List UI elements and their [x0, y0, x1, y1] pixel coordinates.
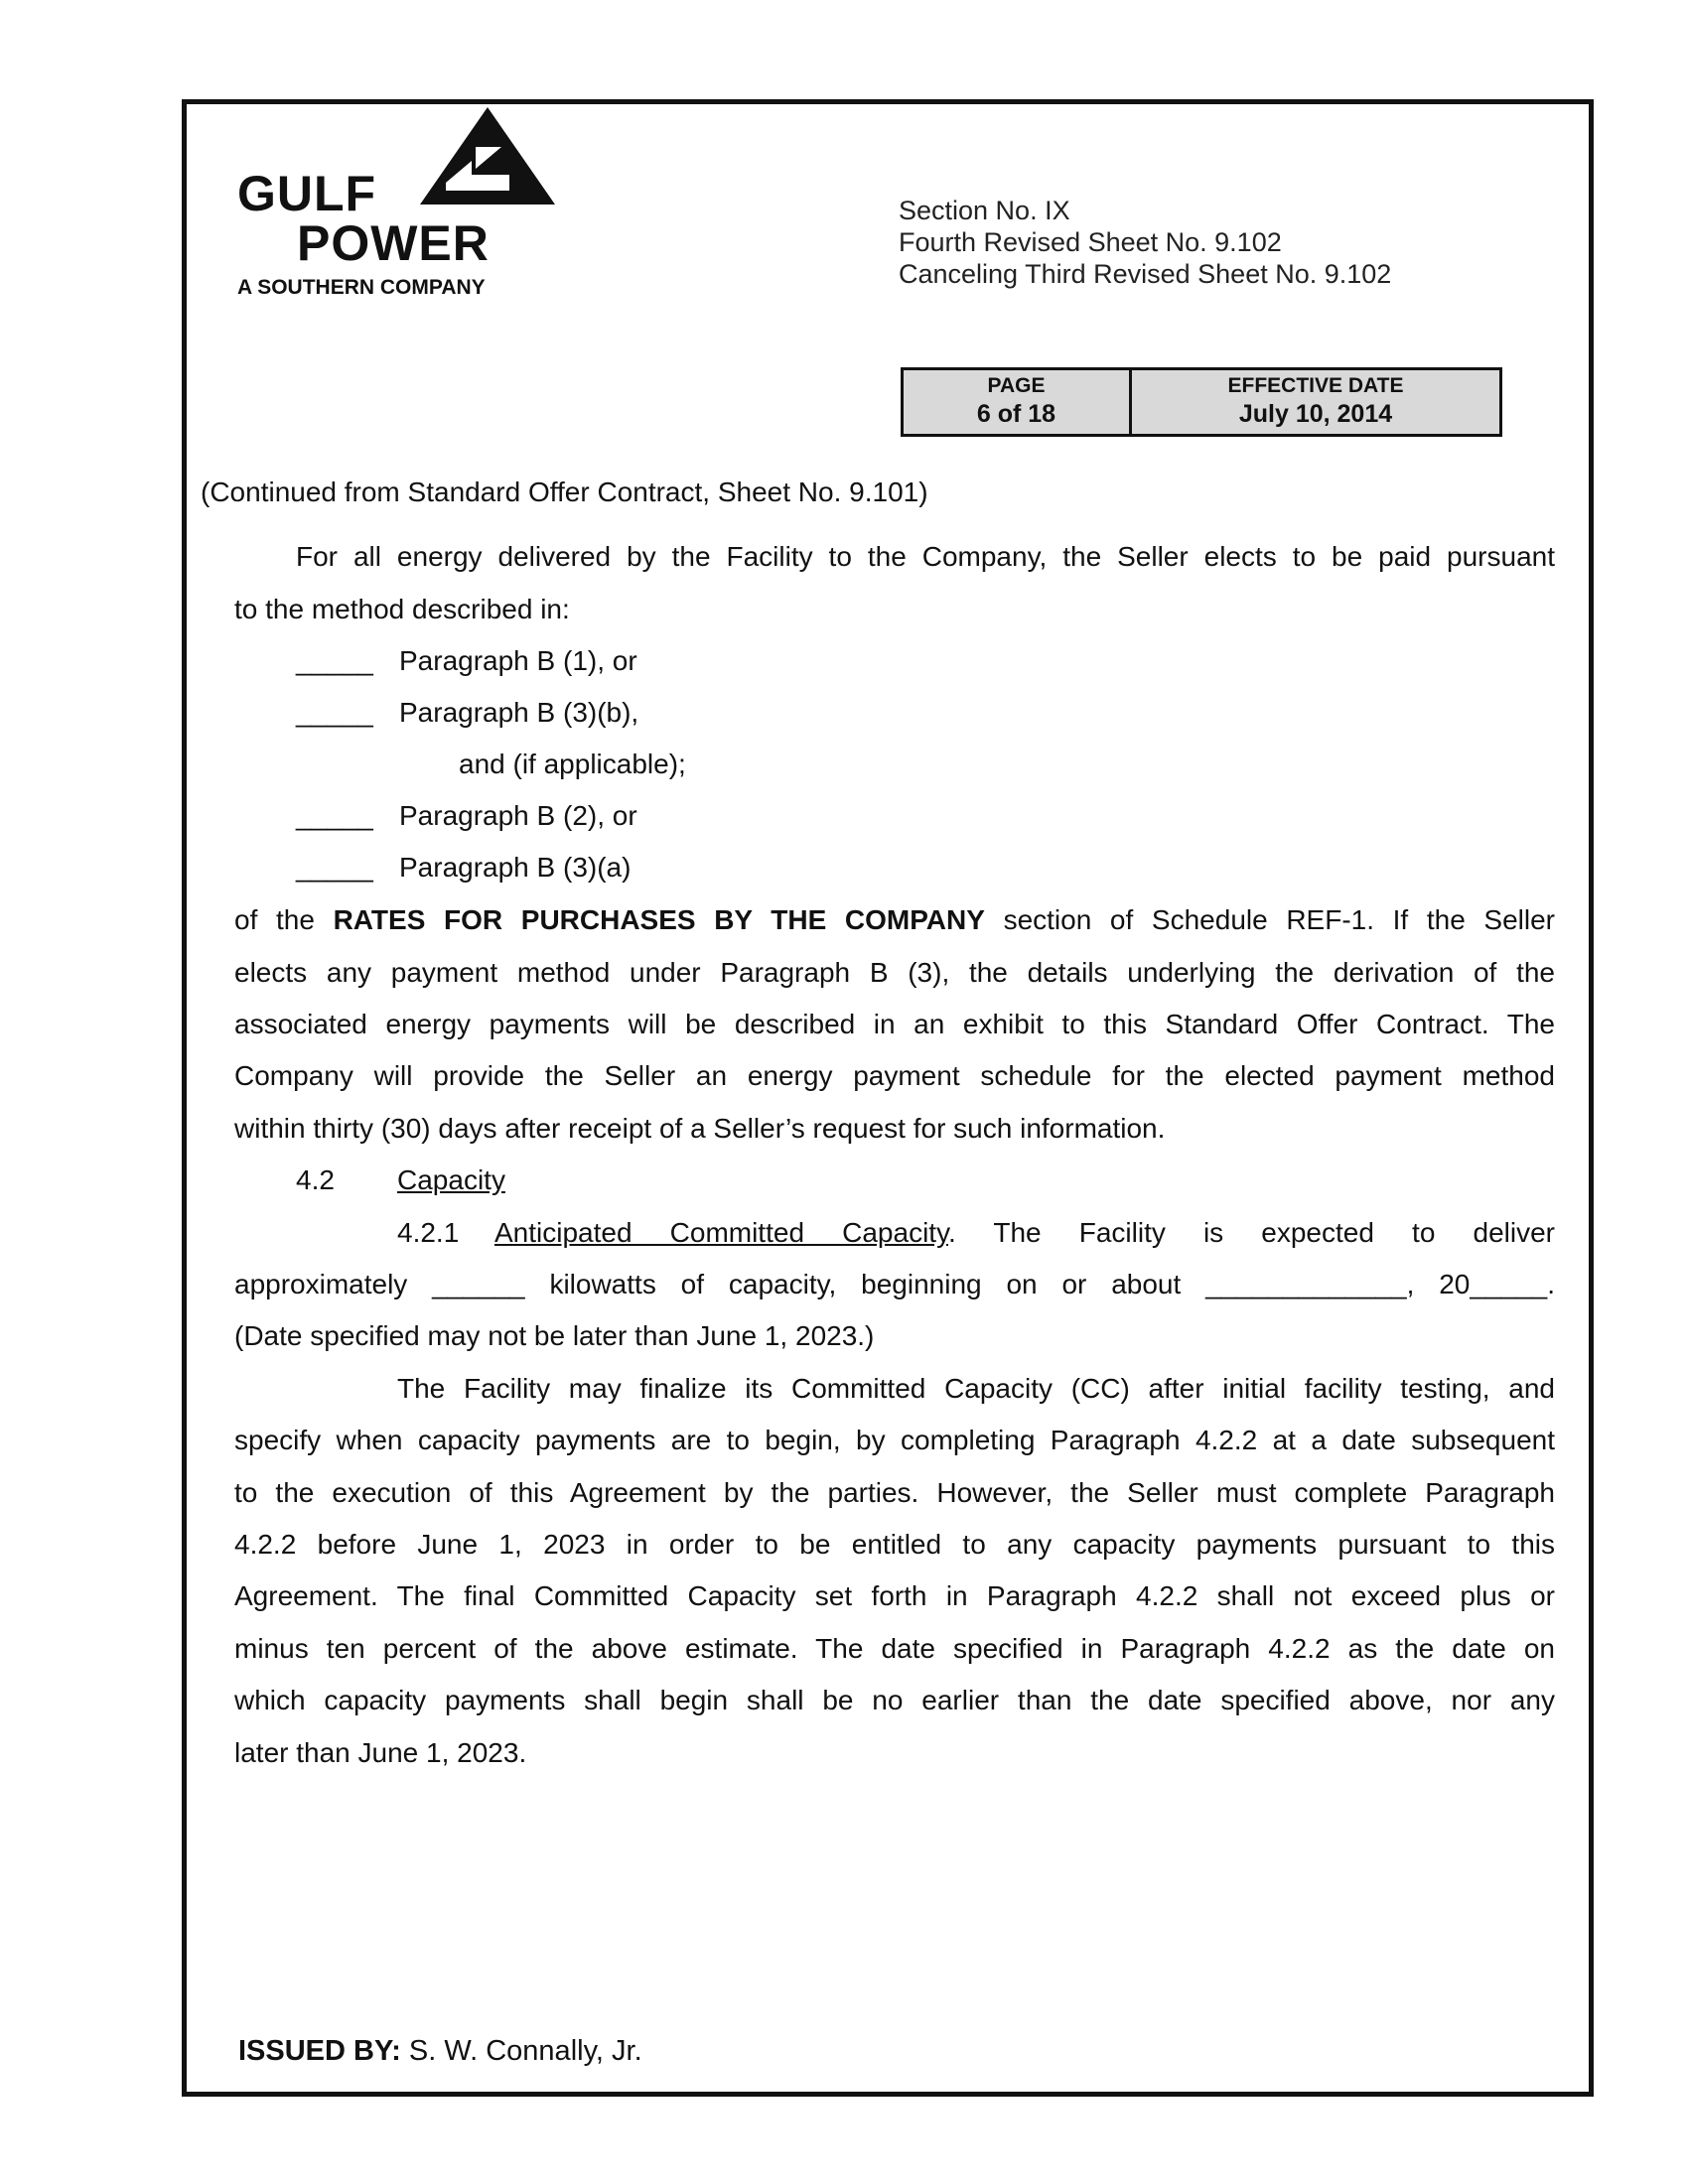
intro-line-2: to the method described in:	[234, 594, 570, 624]
paragraph-2-line-5: within thirty (30) days after receipt of a Seller’s request for such information.	[234, 1113, 1166, 1144]
page-label: PAGE	[987, 374, 1046, 397]
paragraph-3-line-4: 4.2.2 before June 1, 2023 in order to be entitled to any capacity payments pursuant to this	[234, 1529, 1555, 1560]
p2-line1-pre: of the	[234, 904, 334, 935]
subsection-4-2-1-title: Anticipated Committed Capacity	[494, 1217, 948, 1248]
effective-date-cell	[1132, 367, 1502, 437]
option-blank-2: _____	[296, 697, 373, 728]
paragraph-3-line-7: which capacity payments shall begin shall be no earlier than the date specified above, nor any	[234, 1685, 1555, 1715]
option-blank-3: _____	[296, 800, 373, 831]
logo-word-gulf: GULF	[237, 166, 377, 221]
paragraph-3-line-6: minus ten percent of the above estimate. The date specified in Paragraph 4.2.2 as the date on	[234, 1633, 1555, 1664]
issued-by-name: S. W. Connally, Jr.	[408, 2035, 642, 2067]
gulf-power-triangle-logo-icon	[406, 107, 555, 216]
section-number: Section No. IX	[899, 196, 1070, 225]
paragraph-2-line-3: associated energy payments will be described in an exhibit to this Standard Offer Contract. The	[234, 1009, 1555, 1039]
continued-note: (Continued from Standard Offer Contract, Sheet No. 9.101)	[201, 477, 928, 507]
and-if-applicable: and (if applicable);	[459, 749, 686, 779]
section-4-2-number: 4.2	[296, 1164, 335, 1195]
page-cell	[901, 367, 1132, 437]
paragraph-3-line-3: to the execution of this Agreement by the parties. However, the Seller must complete Paragraph	[234, 1477, 1555, 1508]
issued-by	[238, 2035, 642, 2068]
subsection-4-2-1-line-1	[494, 1217, 1555, 1249]
paragraph-2-line-2: elects any payment method under Paragraph B (3), the details underlying the derivation of the	[234, 957, 1555, 988]
subsection-4-2-1-line-3: (Date specified may not be later than June 1, 2023.)	[234, 1320, 875, 1351]
paragraph-3-line-1: The Facility may finalize its Committed Capacity (CC) after initial facility testing, and	[397, 1373, 1555, 1404]
page-value: 6 of 18	[976, 400, 1056, 428]
rates-heading-ref: RATES FOR PURCHASES BY THE COMPANY	[333, 904, 985, 935]
sheet-number: Fourth Revised Sheet No. 9.102	[899, 227, 1282, 257]
paragraph-3-line-2: specify when capacity payments are to begin, by completing Paragraph 4.2.2 at a date subsequent	[234, 1425, 1555, 1455]
effective-date-label: EFFECTIVE DATE	[1227, 374, 1404, 397]
option-blank-4: _____	[296, 852, 373, 883]
subsection-4-2-1-line-2: approximately ______ kilowatts of capacity, beginning on or about _____________, 20_____.	[234, 1269, 1555, 1299]
intro-line-1: For all energy delivered by the Facility to the Company, the Seller elects to be paid pursuant	[296, 541, 1555, 572]
option-3: Paragraph B (2), or	[399, 800, 637, 831]
subsection-4-2-1-line-1-rest: . The Facility is expected to deliver	[947, 1217, 1555, 1248]
paragraph-2-line-1	[234, 904, 1555, 936]
subsection-4-2-1-number: 4.2.1	[397, 1217, 460, 1248]
logo-tagline: A SOUTHERN COMPANY	[237, 276, 486, 299]
option-blank-1: _____	[296, 645, 373, 676]
issued-by-label: ISSUED BY:	[238, 2035, 401, 2067]
p2-line1-post: section of Schedule REF-1. If the Seller	[984, 904, 1555, 935]
option-4: Paragraph B (3)(a)	[399, 852, 632, 883]
section-4-2-title: Capacity	[397, 1164, 505, 1195]
option-1: Paragraph B (1), or	[399, 645, 637, 676]
paragraph-3-line-8: later than June 1, 2023.	[234, 1737, 527, 1768]
canceling-sheet: Canceling Third Revised Sheet No. 9.102	[899, 259, 1392, 289]
company-logo	[235, 107, 553, 306]
logo-word-power: POWER	[297, 215, 490, 271]
sheet-info	[899, 195, 1391, 290]
paragraph-3-line-5: Agreement. The final Committed Capacity set forth in Paragraph 4.2.2 shall not exceed plus or	[234, 1580, 1555, 1611]
effective-date-value: July 10, 2014	[1238, 400, 1393, 428]
page-info-box	[901, 367, 1502, 437]
option-2: Paragraph B (3)(b),	[399, 697, 639, 728]
paragraph-2-line-4: Company will provide the Seller an energy payment schedule for the elected payment method	[234, 1060, 1555, 1091]
